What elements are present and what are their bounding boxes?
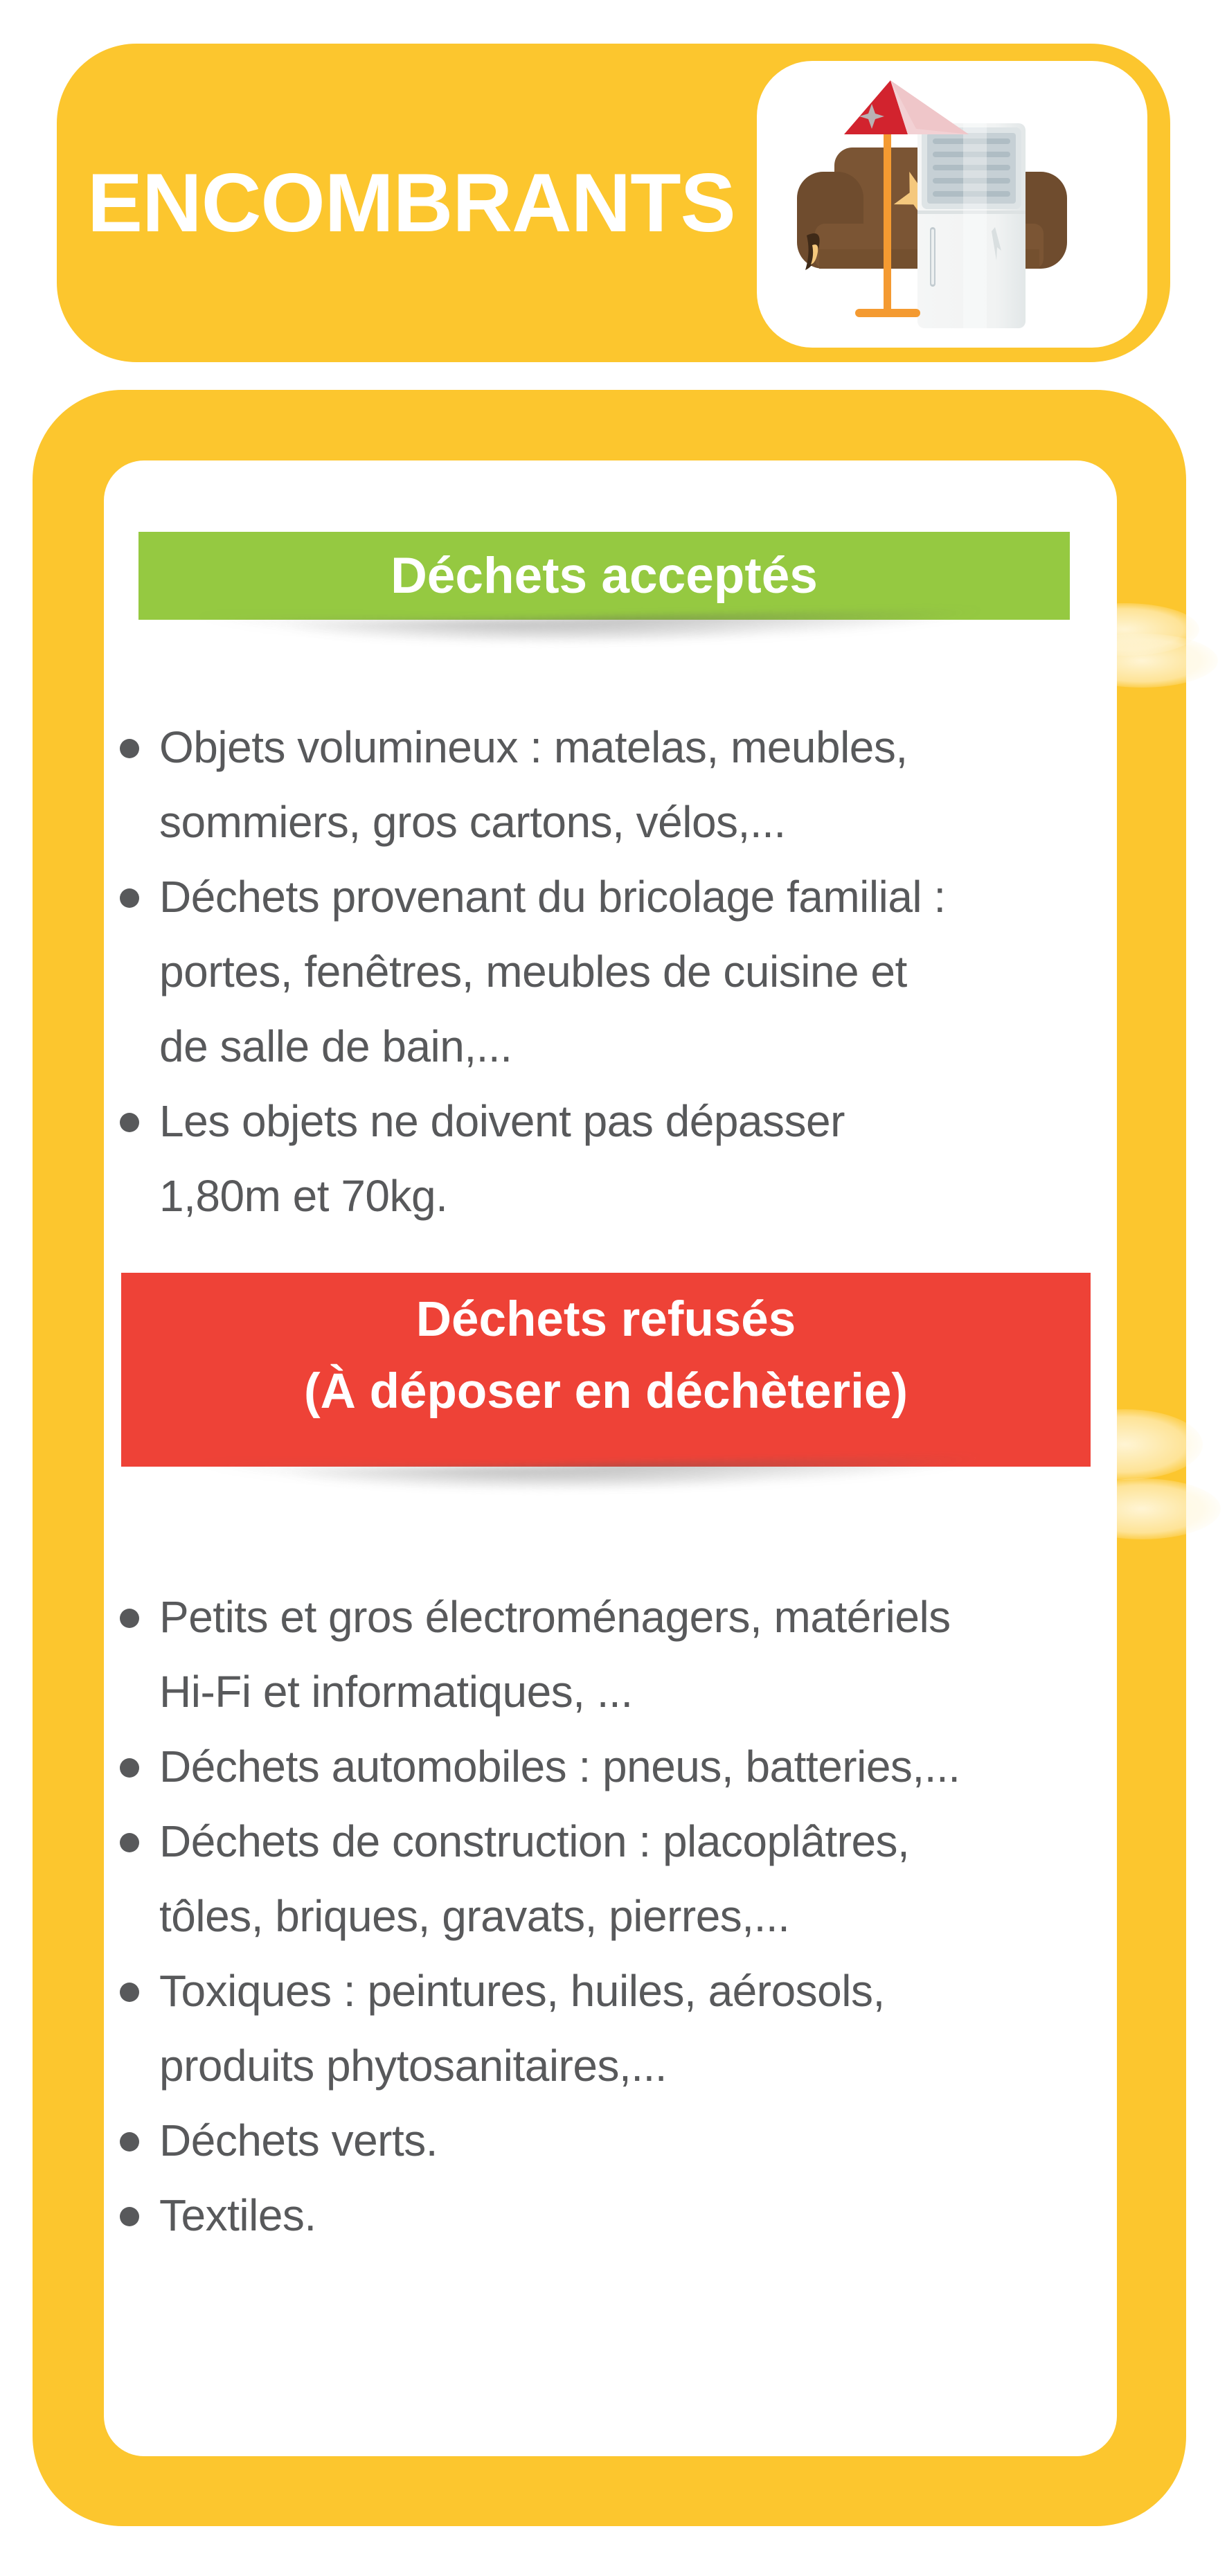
list-item-text: 1,80m et 70kg. xyxy=(159,1171,448,1221)
list-item xyxy=(104,1009,1115,1084)
list-item xyxy=(104,1084,1115,1159)
bullet-icon xyxy=(120,2132,139,2152)
list-item xyxy=(104,2103,1115,2178)
list-item-text: de salle de bain,... xyxy=(159,1021,512,1071)
list-item-text: Hi-Fi et informatiques, ... xyxy=(159,1667,633,1717)
list-item-text: Objets volumineux : matelas, meubles, xyxy=(159,722,908,772)
bullet-icon xyxy=(120,1113,139,1132)
list-item xyxy=(104,859,1115,934)
refused-banner-line2: (À déposer en déchèterie) xyxy=(304,1364,908,1419)
list-item-text: Petits et gros électroménagers, matériels xyxy=(159,1592,951,1642)
bullet-icon xyxy=(120,739,139,758)
list-item-text: sommiers, gros cartons, vélos,... xyxy=(159,797,786,847)
list-item xyxy=(104,710,1115,785)
bullet-icon xyxy=(120,1758,139,1778)
body-card xyxy=(33,390,1186,2526)
banner-shadow xyxy=(104,1467,1087,1522)
list-item xyxy=(104,1729,1115,1804)
list-item-text: tôles, briques, gravats, pierres,... xyxy=(159,1891,790,1941)
list-item xyxy=(104,2028,1115,2103)
list-item-text: produits phytosanitaires,... xyxy=(159,2041,668,2091)
list-item-text: portes, fenêtres, meubles de cuisine et xyxy=(159,947,907,996)
list-item xyxy=(104,1654,1115,1729)
bullet-icon xyxy=(120,888,139,908)
list-item xyxy=(104,2178,1115,2253)
list-item-text: Déchets verts. xyxy=(159,2116,438,2165)
accepted-banner-label: Déchets acceptés xyxy=(391,548,818,604)
list-item-text: Déchets automobiles : pneus, batteries,... xyxy=(159,1742,960,1791)
list-item xyxy=(104,1159,1115,1233)
content-card xyxy=(104,460,1117,2456)
list-item xyxy=(104,934,1115,1009)
list-item-text: Déchets provenant du bricolage familial : xyxy=(159,872,946,922)
header-card xyxy=(57,44,1170,362)
bullet-icon xyxy=(120,1983,139,2002)
accepted-list xyxy=(104,710,1115,1233)
page-title: ENCOMBRANTS xyxy=(87,156,735,249)
list-item xyxy=(104,1953,1115,2028)
list-item xyxy=(104,1804,1115,1879)
header-illustration-box xyxy=(757,61,1147,348)
list-item-text: Les objets ne doivent pas dépasser xyxy=(159,1096,845,1146)
list-item-text: Déchets de construction : placoplâtres, xyxy=(159,1816,910,1866)
refused-banner-line1: Déchets refusés xyxy=(415,1292,796,1347)
fridge-icon xyxy=(917,123,1026,328)
bulky-waste-illustration xyxy=(757,61,1147,348)
list-item-text: Textiles. xyxy=(159,2190,316,2240)
refused-list xyxy=(104,1580,1115,2253)
bullet-icon xyxy=(120,2207,139,2226)
list-item-text: Toxiques : peintures, huiles, aérosols, xyxy=(159,1966,885,2016)
bullet-icon xyxy=(120,1609,139,1628)
list-item xyxy=(104,1580,1115,1654)
bullet-icon xyxy=(120,1833,139,1852)
accepted-banner xyxy=(138,532,1070,620)
refused-banner xyxy=(121,1273,1091,1467)
list-item xyxy=(104,1879,1115,1953)
list-item xyxy=(104,785,1115,859)
banner-shadow xyxy=(104,620,1087,675)
